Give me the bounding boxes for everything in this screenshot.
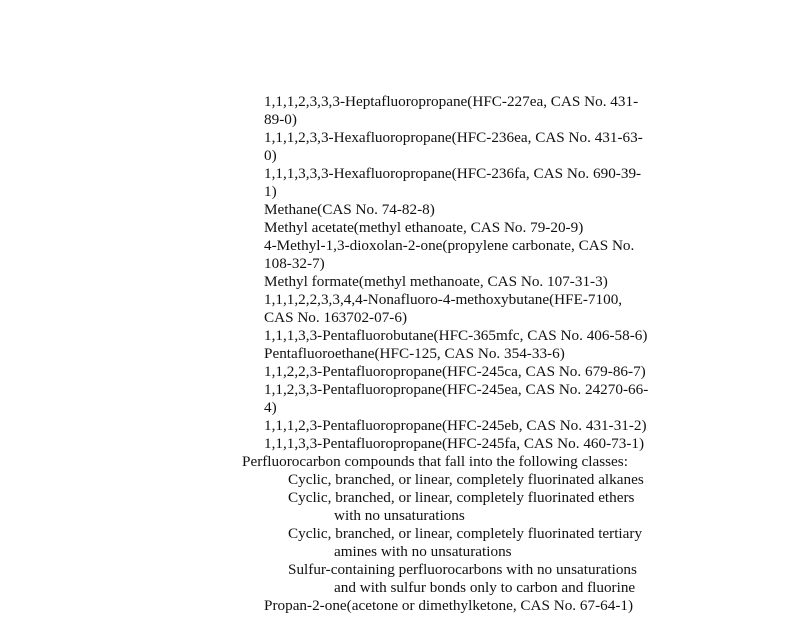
text-line: 4-Methyl-1,3-dioxolan-2-one(propylene carbonate, CAS No. — [264, 237, 635, 254]
text-line: 1,1,1,2,3-Pentafluoropropane(HFC-245eb, CAS No. 431-31-2) — [264, 417, 647, 434]
text-line: 1,1,1,3,3,3-Hexafluoropropane(HFC-236fa, CAS No. 690-39- — [264, 165, 642, 182]
text-line: Propan-2-one(acetone or dimethylketone, CAS No. 67-64-1) — [264, 597, 634, 614]
text-line: 1,1,2,2,3-Pentafluoropropane(HFC-245ca, CAS No. 679-86-7) — [264, 363, 646, 380]
text-line: Perfluorocarbon compounds that fall into the following classes: — [242, 453, 628, 470]
text-line: Cyclic, branched, or linear, completely fluorinated alkanes — [288, 471, 644, 488]
text-line: Methyl acetate(methyl ethanoate, CAS No. 79-20-9) — [264, 219, 584, 236]
text-line: Cyclic, branched, or linear, completely fluorinated ethers — [288, 489, 635, 506]
text-line: 1,1,2,3,3-Pentafluoropropane(HFC-245ea, CAS No. 24270-66- — [264, 381, 649, 398]
text-line: Methane(CAS No. 74-82-8) — [264, 201, 435, 218]
text-line: and with sulfur bonds only to carbon and fluorine — [334, 579, 636, 596]
text-line: 1,1,1,2,3,3,3-Heptafluoropropane(HFC-227ea, CAS No. 431- — [264, 93, 639, 110]
text-line: Sulfur-containing perfluorocarbons with no unsaturations — [288, 561, 637, 578]
text-line: 1,1,1,3,3-Pentafluorobutane(HFC-365mfc, CAS No. 406-58-6) — [264, 327, 648, 344]
text-line: with no unsaturations — [334, 507, 465, 524]
text-line: Pentafluoroethane(HFC-125, CAS No. 354-33-6) — [264, 345, 565, 362]
text-line: 89-0) — [264, 111, 297, 128]
text-line: 1,1,1,3,3-Pentafluoropropane(HFC-245fa, CAS No. 460-73-1) — [264, 435, 645, 452]
text-line: 108-32-7) — [264, 255, 325, 272]
text-line: amines with no unsaturations — [334, 543, 512, 560]
text-line: 1) — [264, 183, 277, 200]
text-line: Methyl formate(methyl methanoate, CAS No. 107-31-3) — [264, 273, 608, 290]
text-line: CAS No. 163702-07-6) — [264, 309, 408, 326]
text-line: 0) — [264, 147, 277, 164]
text-line: 4) — [264, 399, 277, 416]
text-line: 1,1,1,2,3,3-Hexafluoropropane(HFC-236ea, CAS No. 431-63- — [264, 129, 643, 146]
text-line: 1,1,1,2,2,3,3,4,4-Nonafluoro-4-methoxybutane(HFE-7100, — [264, 291, 623, 308]
text-line: Cyclic, branched, or linear, completely fluorinated tertiary — [288, 525, 643, 542]
